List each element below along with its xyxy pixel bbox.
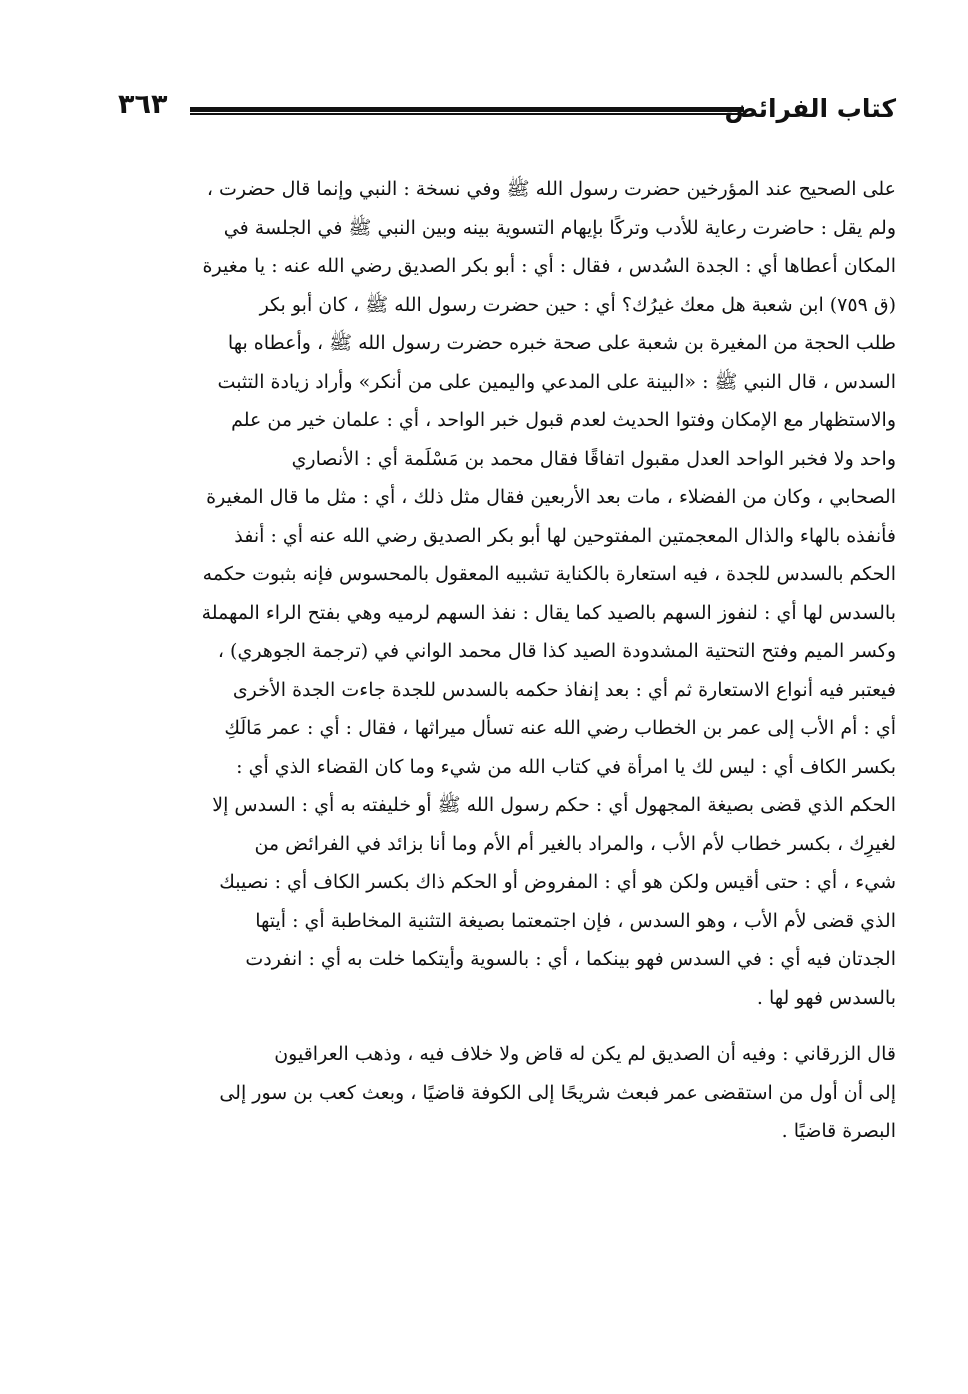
text-line: طلب الحجة من المغيرة بن شعبة على صحة خبره حضرت رسول الله ﷺ ، وأعطاه بها <box>227 332 896 354</box>
text-line: لغيرِك ، بكسر خطاب لأم الأب ، والمراد بالغير أم الأم وما أنا بزائد في الفرائض من <box>254 832 896 855</box>
paragraph-2 <box>128 1035 896 1151</box>
text-line: (ق ٧٥٩) ابن شعبة هل معك غيرُك؟ أي : حين حضرت رسول الله ﷺ ، كان أبو بكر <box>259 293 896 316</box>
text-line: الحكم الذي قضى بصيغة المجهول أي : حكم رسول الله ﷺ أو خليفته به أي : السدس إلا <box>212 794 896 816</box>
page-number: ٣٦٣ <box>118 89 168 120</box>
text-line: شيء ، أي : حتى أقيس ولكن هو أي : المفروض أو الحكم ذاك بكسر الكاف أي : نصيبك <box>219 871 896 893</box>
text-line: البصرة قاضيًا . <box>781 1120 896 1142</box>
text-line: أي : أم الأب إلى عمر بن الخطاب رضي الله عنه تسأل ميراثها ، فقال : أي : عمر مَالَكِ <box>224 717 896 739</box>
text-line: الحكم بالسدس للجدة ، فيه استعارة بالكناية تشبيه المعقول بالمحسوس فإنه بثبوت حكمه <box>202 563 896 585</box>
text-line: واحد ولا فخبر الواحد العدل مقبول اتفاقًا فقال محمد بن مَسْلَمة أي : الأنصاري <box>291 447 896 470</box>
text-line: بكسر الكاف أي : ليس لك يا امرأة في كتاب الله من شيء وما كان القضاء الذي أي : <box>236 755 896 778</box>
header-divider <box>190 107 744 115</box>
paragraph-spacer <box>128 1017 896 1035</box>
text-line: الصحابي ، وكان من الفضلاء ، مات بعد الأربعين فقال مثل ذلك ، أي : مثل ما قال المغيرة <box>206 486 896 508</box>
book-title: كتاب الفرائض <box>724 94 896 123</box>
text-line: وكسر الميم وفتح التحتية المشدودة الصيد كذا قال محمد الواني في (ترجمة الجوهري) ، <box>217 640 896 662</box>
text-line: الجدتان فيه أي : في السدس فهو بينكما ، أي : بالسوية وأيتكما خلت به أي : انفردت <box>245 948 896 970</box>
text-line: المكان أعطاها أي : الجدة السُدس ، فقال : أي : أبو بكر الصديق رضي الله عنه : يا مغيرة <box>202 255 896 277</box>
paragraph-1 <box>128 170 896 1017</box>
text-line: فأنفذه بالهاء والذال المعجمتين المفتوحين لها أبو بكر الصديق رضي الله عنه أي : أنفذ <box>234 524 896 547</box>
text-line: إلى أن أول من استقضى عمر فبعث شريحًا إلى الكوفة قاضيًا ، وبعث كعب بن سور إلى <box>219 1081 896 1104</box>
text-line: قال الزرقاني : وفيه أن الصديق لم يكن له قاض ولا خلاف فيه ، وذهب العراقيون <box>274 1043 896 1065</box>
text-line: بالسدس لها أي : لنفوز السهم بالصيد كما يقال : نفذ السهم لرميه وهي بفتح الراء المهملة <box>201 601 896 624</box>
text-line: فيعتبر فيه أنواع الاستعارة ثم أي : بعد إنفاذ حكمه بالسدس للجدة جاءت الجدة الأخرى <box>232 678 896 701</box>
main-text <box>128 170 896 1151</box>
text-line: الذي قضى لأم الأب ، وهو السدس ، فإن اجتمعتما بصيغة التثنية المخاطبة أي : أيتها <box>255 909 896 932</box>
text-line: والاستظهار مع الإمكان وفتوا الحديث لعدم قبول خبر الواحد ، أي : علمان خير من علم <box>231 409 896 431</box>
text-line: ولم يقل : حاضرت رعاية للأدب وتركًا بإيهام التسوية بينه وبين النبي ﷺ في الجلسة في <box>223 216 896 239</box>
text-line: السدس ، قال النبي ﷺ : «البينة على المدعي واليمين على من أنكر» وأراد زيادة التثبت <box>217 370 896 393</box>
text-line: على الصحيح عند المؤرخين حضرت رسول الله ﷺ وفي نسخة : النبي وإنما قال حضرت ، <box>206 178 896 200</box>
page-header <box>118 78 896 128</box>
text-line: بالسدس فهو لها . <box>756 986 896 1009</box>
